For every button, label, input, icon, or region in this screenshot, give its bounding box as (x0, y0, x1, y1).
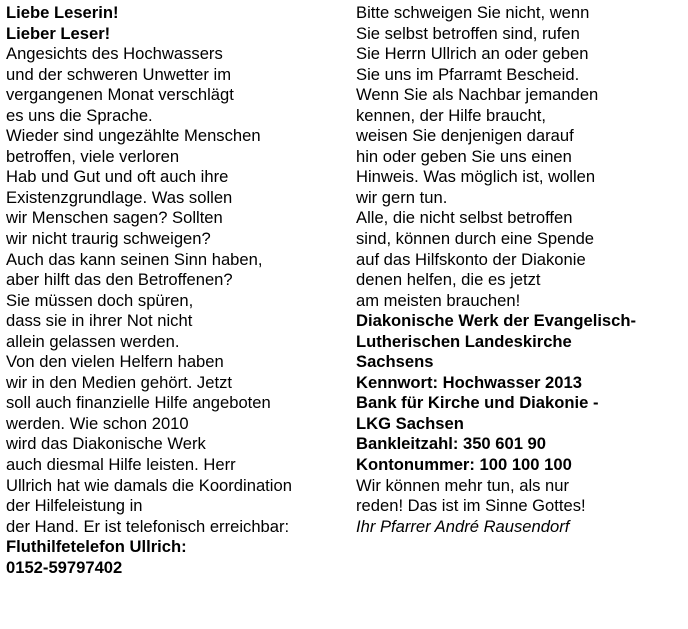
text-line: betroffen, viele verloren (6, 146, 180, 166)
text-line: es uns die Sprache. (6, 105, 153, 125)
text-line: Auch das kann seinen Sinn haben, (6, 249, 263, 269)
text-line: weisen Sie denjenigen darauf (356, 126, 574, 146)
organization-name: Diakonische Werk der Evangelisch- (356, 311, 637, 331)
text-line: hin oder geben Sie uns einen (356, 146, 572, 166)
text-line: Angesichts des Hochwassers (6, 44, 223, 64)
greeting-line: Lieber Leser! (6, 23, 111, 43)
text-line: Hab und Gut und oft auch ihre (6, 167, 229, 187)
organization-name: Sachsens (356, 352, 434, 372)
text-line: werden. Wie schon 2010 (6, 413, 189, 433)
account-number: Kontonummer: 100 100 100 (356, 455, 572, 475)
left-column (6, 3, 346, 578)
text-line: vergangenen Monat verschlägt (6, 85, 234, 105)
text-line: der Hand. Er ist telefonisch erreichbar: (6, 516, 290, 536)
text-line: wir gern tun. (356, 187, 448, 207)
text-line: Wieder sind ungezählte Menschen (6, 126, 261, 146)
text-line: Existenzgrundlage. Was sollen (6, 187, 233, 207)
text-line: auch diesmal Hilfe leisten. Herr (6, 455, 236, 475)
text-line: Wir können mehr tun, als nur (356, 475, 570, 495)
text-line: sind, können durch eine Spende (356, 229, 595, 249)
text-line: Ullrich hat wie damals die Koordination (6, 475, 292, 495)
text-line: wird das Diakonische Werk (6, 434, 206, 454)
text-line: am meisten brauchen! (356, 290, 521, 310)
text-line: und der schweren Unwetter im (6, 64, 232, 84)
text-line: Bitte schweigen Sie nicht, wenn (356, 3, 590, 22)
text-line: wir Menschen sagen? Sollten (6, 208, 223, 228)
text-line: wir nicht traurig schweigen? (6, 229, 211, 249)
bank-code: Bankleitzahl: 350 601 90 (356, 434, 547, 454)
keyword-line: Kennwort: Hochwasser 2013 (356, 372, 582, 392)
text-line: soll auch finanzielle Hilfe angeboten (6, 393, 271, 413)
text-line: denen helfen, die es jetzt (356, 270, 541, 290)
text-line: der Hilfeleistung in (6, 496, 143, 516)
text-line: Sie müssen doch spüren, (6, 290, 194, 310)
hotline-label: Fluthilfetelefon Ullrich: (6, 537, 187, 557)
organization-name: Lutherischen Landeskirche (356, 331, 572, 351)
text-line: Sie selbst betroffen sind, rufen (356, 23, 580, 43)
hotline-number: 0152-59797402 (6, 557, 123, 577)
text-line: dass sie in ihrer Not nicht (6, 311, 193, 331)
text-line: wir in den Medien gehört. Jetzt (6, 372, 232, 392)
text-line: Von den vielen Helfern haben (6, 352, 224, 372)
bank-name: Bank für Kirche und Diakonie - (356, 393, 599, 413)
text-line: Sie Herrn Ullrich an oder geben (356, 44, 589, 64)
text-line: kennen, der Hilfe braucht, (356, 105, 547, 125)
bank-name: LKG Sachsen (356, 413, 464, 433)
text-line: allein gelassen werden. (6, 331, 180, 351)
text-line: auf das Hilfskonto der Diakonie (356, 249, 586, 269)
greeting-line: Liebe Leserin! (6, 3, 119, 22)
text-line: Hinweis. Was möglich ist, wollen (356, 167, 596, 187)
text-line: reden! Das ist im Sinne Gottes! (356, 496, 586, 516)
text-line: Alle, die nicht selbst betroffen (356, 208, 573, 228)
right-column (356, 3, 686, 537)
text-line: aber hilft das den Betroffenen? (6, 270, 233, 290)
signature-line: Ihr Pfarrer André Rausendorf (356, 516, 570, 536)
text-line: Wenn Sie als Nachbar jemanden (356, 85, 599, 105)
text-line: Sie uns im Pfarramt Bescheid. (356, 64, 580, 84)
